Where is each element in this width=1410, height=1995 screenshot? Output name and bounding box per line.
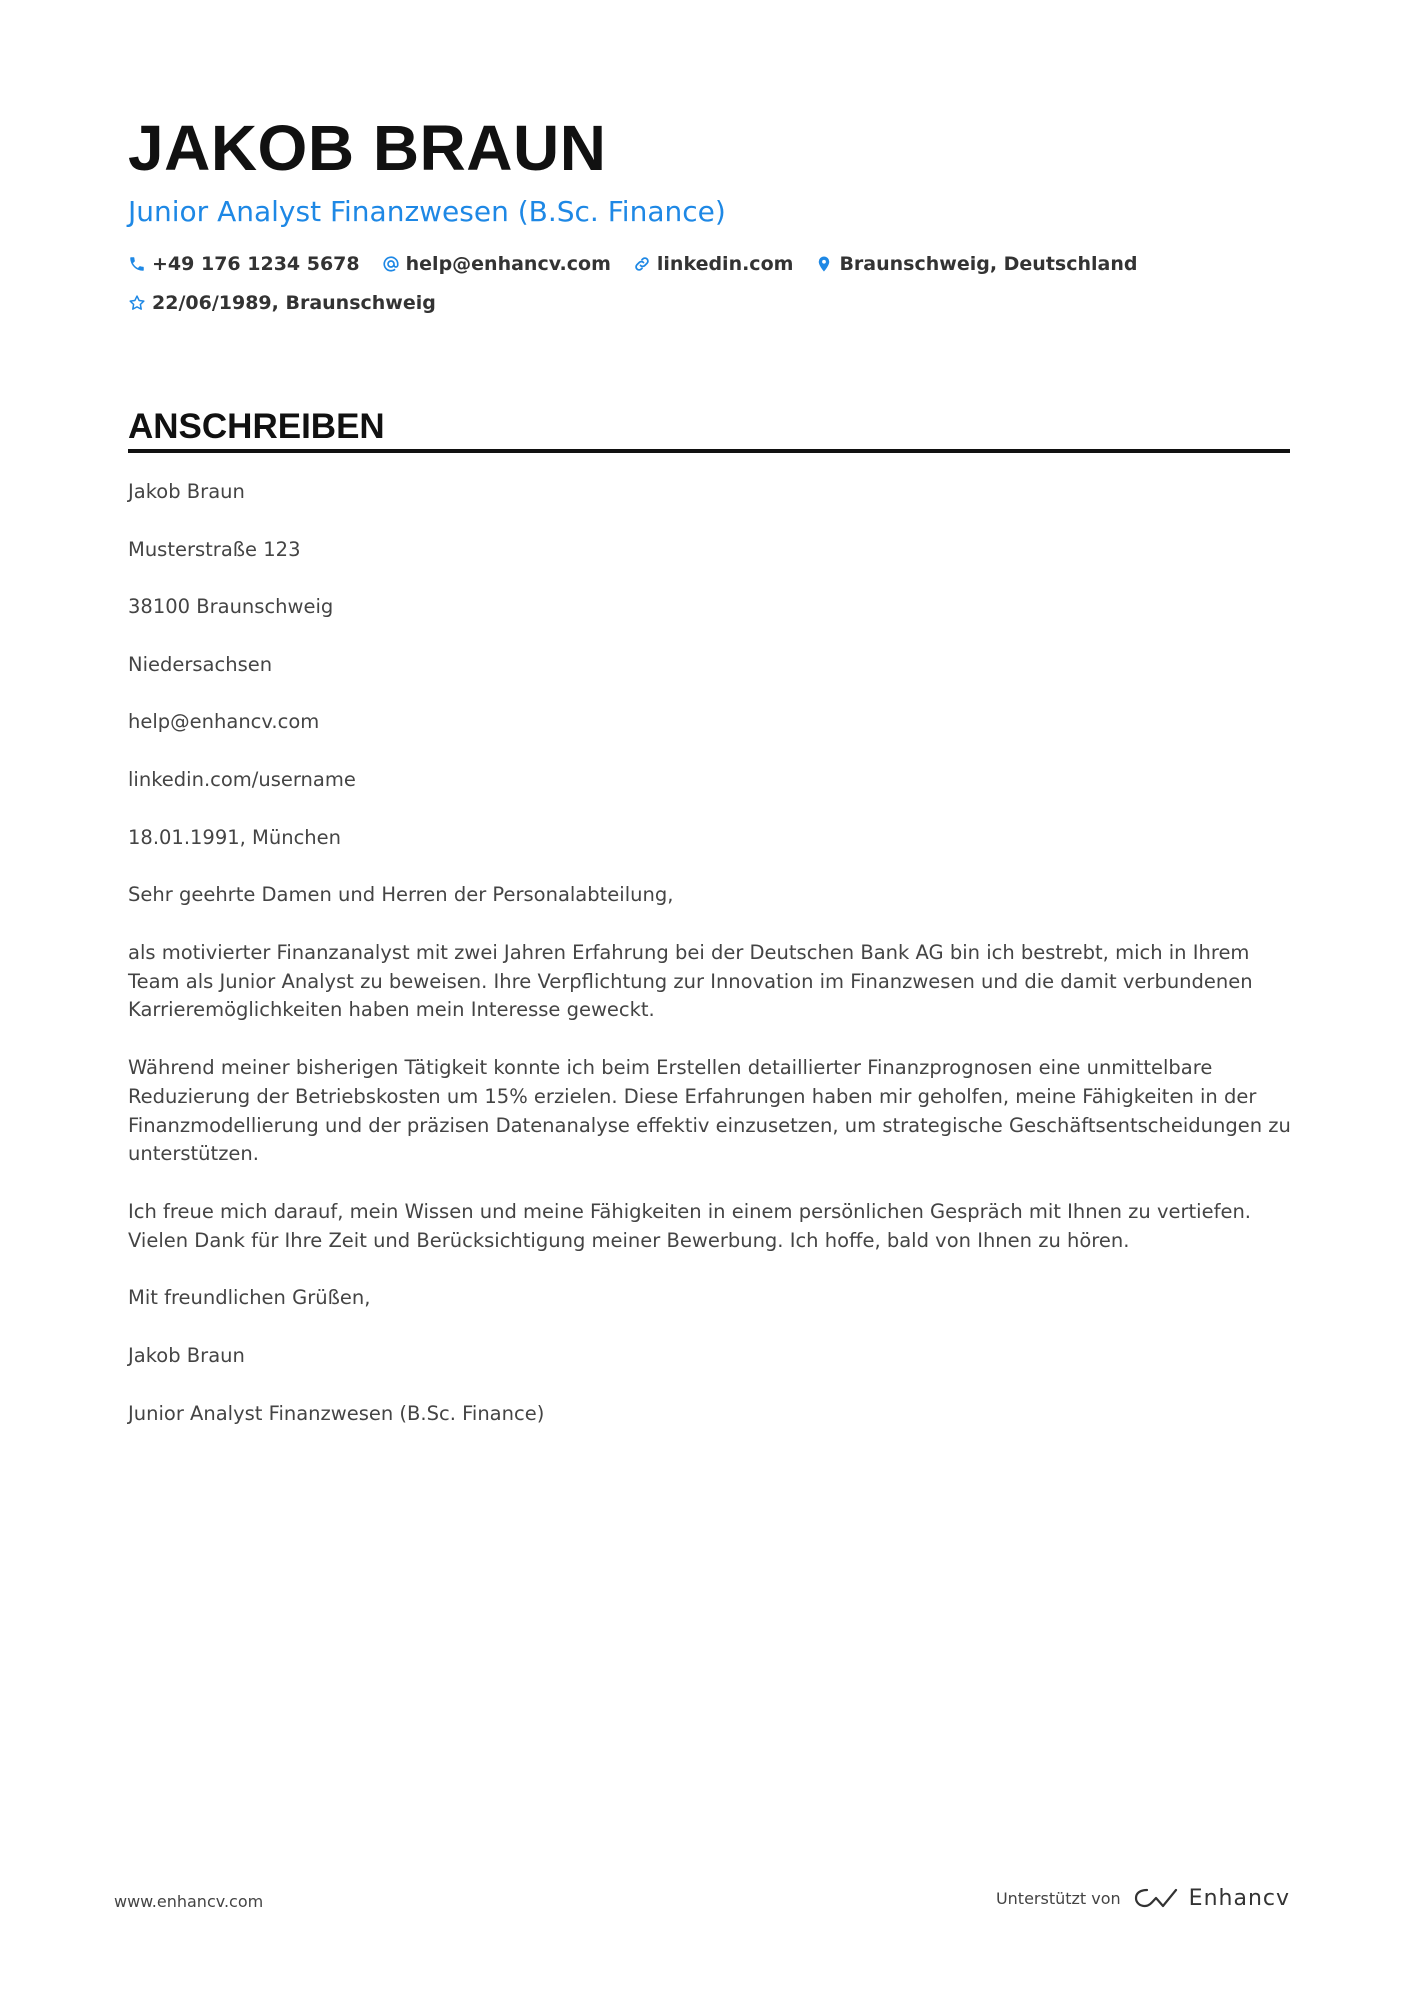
contact-row-primary	[128, 253, 1159, 275]
sender-email: help@enhancv.com	[128, 710, 320, 734]
birth-text: 22/06/1989, Braunschweig	[152, 292, 436, 314]
sender-state: Niedersachsen	[128, 652, 273, 676]
salutation: Sehr geehrte Damen und Herren der Personalabteilung,	[128, 883, 674, 907]
section-title: ANSCHREIBEN	[128, 407, 385, 446]
star-icon	[128, 294, 146, 312]
contact-phone	[128, 253, 360, 275]
body-paragraph-1: als motivierter Finanzanalyst mit zwei Jahren Erfahrung bei der Deutschen Bank AG bin ich bestrebt, mich in Ihrem Team als Junior Analyst zu beweisen. Ihre Verpflichtung zur Innovation im Finanzwesen und die damit verbundenen Karrieremöglichkeiten haben mein Interesse geweckt.	[128, 940, 1253, 1022]
section-divider	[128, 449, 1290, 453]
contact-email[interactable]	[382, 253, 611, 275]
letter-body	[128, 478, 1293, 1457]
location-text: Braunschweig, Deutschland	[839, 253, 1138, 275]
contact-row-secondary	[128, 292, 458, 314]
sender-name: Jakob Braun	[128, 480, 245, 503]
contact-linkedin[interactable]	[633, 253, 794, 275]
candidate-name: JAKOB BRAUN	[128, 112, 607, 184]
email-text[interactable]: help@enhancv.com	[405, 253, 611, 275]
closing: Mit freundlichen Grüßen,	[128, 1286, 371, 1310]
link-icon	[633, 255, 651, 273]
footer-website[interactable]: www.enhancv.com	[114, 1892, 264, 1911]
brand-name: Enhancv	[1188, 1885, 1290, 1911]
phone-text: +49 176 1234 5678	[152, 253, 360, 275]
contact-location	[815, 253, 1137, 275]
map-pin-icon	[815, 255, 833, 273]
at-icon	[382, 255, 400, 273]
sender-city: 38100 Braunschweig	[128, 595, 334, 619]
sender-street: Musterstraße 123	[128, 537, 301, 561]
enhancv-logo-icon	[1133, 1884, 1179, 1912]
contact-birth	[128, 292, 436, 314]
signature-title: Junior Analyst Finanzwesen (B.Sc. Finance)	[128, 1401, 545, 1425]
job-title: Junior Analyst Finanzwesen (B.Sc. Finance)	[128, 195, 726, 228]
footer-branding	[996, 1884, 1290, 1912]
linkedin-text[interactable]: linkedin.com	[656, 253, 794, 275]
body-paragraph-3: Ich freue mich darauf, mein Wissen und meine Fähigkeiten in einem persönlichen Gespräch mit Ihnen zu vertiefen. Vielen Dank für Ihre Zeit und Berücksichtigung meiner Bewerbung. Ich hoffe, bald von Ihnen zu hören.	[128, 1199, 1252, 1252]
phone-icon	[128, 255, 146, 273]
powered-by-label: Unterstützt von	[995, 1888, 1121, 1908]
sender-linkedin: linkedin.com/username	[128, 767, 356, 791]
letter-date: 18.01.1991, München	[128, 825, 342, 849]
body-paragraph-2: Während meiner bisherigen Tätigkeit konnte ich beim Erstellen detaillierter Finanzprognosen eine unmittelbare Reduzierung der Betriebskosten um 15% erzielen. Diese Erfahrungen haben mir geholfen, meine Fähigkeiten in der Finanzmodellierung und der präzisen Datenanalyse effektiv einzusetzen, um strategische Geschäftsentscheidungen zu unterstützen.	[128, 1055, 1291, 1166]
signature-name: Jakob Braun	[128, 1343, 245, 1367]
